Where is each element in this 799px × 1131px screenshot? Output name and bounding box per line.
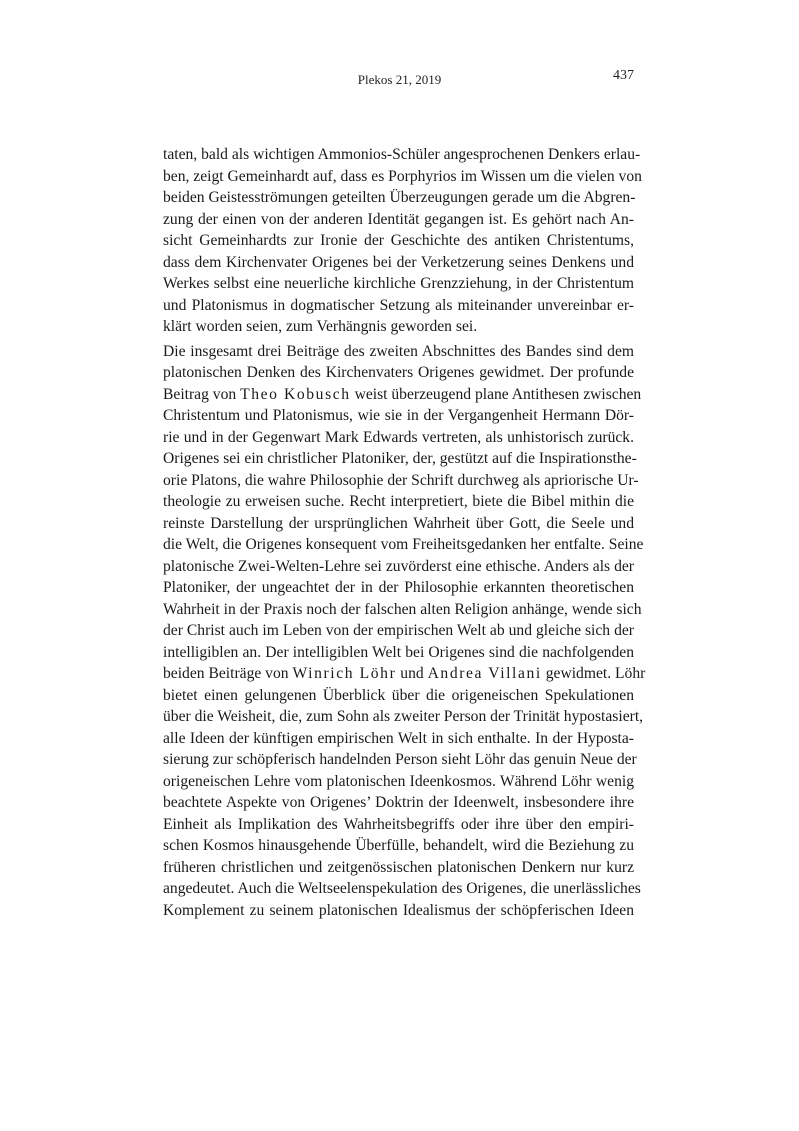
- text-line: angedeutet. Auch die Weltseelenspekulation des Origenes, die unerlässliches: [163, 880, 641, 897]
- text-line: ben, zeigt Gemeinhardt auf, dass es Porphyrios im Wissen um die vielen von: [163, 167, 642, 185]
- text-line: alle Ideen der künftigen empirischen Welt in sich enthalte. In der Hyposta-: [163, 729, 634, 747]
- text-segment: beiden Beiträge von: [163, 665, 293, 682]
- text-line: Komplement zu seinem platonischen Idealismus der schöpferischen Ideen: [163, 901, 634, 919]
- text-line: Wahrheit in der Praxis noch der falschen alten Religion anhänge, wende sich: [163, 600, 642, 618]
- text-line: früheren christlichen und zeitgenössischen platonischen Denkern nur kurz: [163, 858, 634, 876]
- text-line: bietet einen gelungenen Überblick über die origeneischen Spekulationen: [163, 686, 634, 704]
- text-line: und Platonismus in dogmatischer Setzung als miteinander unvereinbar er-: [163, 296, 634, 314]
- text-segment: und: [396, 665, 428, 682]
- text-line: beiden Geistesströmungen geteilten Überzeugungen gerade um die Abgren-: [163, 189, 636, 206]
- text-line-with-authors: [163, 663, 646, 685]
- text-line: platonischen Denken des Kirchenvaters Origenes gewidmet. Der profunde: [163, 364, 634, 381]
- text-line: klärt worden seien, zum Verhängnis geworden sei.: [163, 318, 478, 335]
- text-line: beachtete Aspekte von Origenes’ Doktrin der Ideenwelt, insbesondere ihre: [163, 794, 634, 811]
- text-line: theologie zu erweisen suche. Recht interpretiert, biete die Bibel mithin die: [163, 493, 634, 510]
- text-line: orie Platons, die wahre Philosophie der Schrift durchweg als apriorische Ur-: [163, 471, 639, 489]
- text-line: schen Kosmos hinausgehende Überfülle, behandelt, wird die Beziehung zu: [163, 837, 634, 854]
- text-line: der Christ auch im Leben von der empirischen Welt ab und gleiche sich der: [163, 622, 634, 639]
- text-segment: gewidmet. Löhr: [541, 665, 646, 682]
- text-line: Die insgesamt drei Beiträge des zweiten Abschnittes des Bandes sind dem: [163, 342, 634, 360]
- text-line: origeneischen Lehre vom platonischen Ideenkosmos. Während Löhr wenig: [163, 772, 634, 790]
- running-title: Plekos 21, 2019: [357, 72, 442, 87]
- text-line: dass dem Kirchenvater Origenes bei der Verketzerung seines Denkens und: [163, 253, 634, 271]
- text-segment: weist überzeugend plane Antithesen zwischen: [350, 385, 642, 403]
- text-line: reinste Darstellung der ursprünglichen Wahrheit über Gott, die Seele und: [163, 514, 634, 532]
- text-line: sierung zur schöpferisch handelnden Person sieht Löhr das genuin Neue der: [163, 751, 637, 768]
- text-line: platonische Zwei-Welten-Lehre sei zuvörderst eine ethische. Anders als der: [163, 557, 634, 575]
- paragraph-1: [163, 144, 642, 338]
- text-line: rie und in der Gegenwart Mark Edwards vertreten, als unhistorisch zurück.: [163, 428, 634, 446]
- body-text: [163, 144, 646, 921]
- text-line: Platoniker, der ungeachtet der in der Philosophie erkannten theoretischen: [163, 579, 634, 596]
- author-name-kobusch: Theo Kobusch: [240, 385, 351, 403]
- text-line: Einheit als Implikation des Wahrheitsbegriffs oder ihre über den empiri-: [163, 815, 634, 833]
- author-name-villani: Andrea Villani: [427, 665, 542, 682]
- text-line: zung der einen von der anderen Identität gegangen ist. Es gehört nach An-: [163, 210, 634, 228]
- text-line: über die Weisheit, die, zum Sohn als zweiter Person der Trinität hypostasiert,: [163, 708, 644, 725]
- text-line: intelligiblen an. Der intelligiblen Welt bei Origenes sind die nachfolgenden: [163, 643, 634, 661]
- text-segment: Beitrag von: [163, 385, 241, 403]
- text-line: taten, bald als wichtigen Ammonios-Schüler angesprochenen Denkers erlau-: [163, 146, 641, 163]
- text-line: Christentum und Platonismus, wie sie in der Vergangenheit Hermann Dör-: [163, 407, 634, 424]
- paragraph-2: [163, 341, 646, 922]
- text-line: Origenes sei ein christlicher Platoniker, der, gestützt auf die Inspirationsthe-: [163, 450, 637, 467]
- page-number: 437: [613, 68, 634, 83]
- text-line: sicht Gemeinhardts zur Ironie der Geschichte des antiken Christentums,: [163, 232, 634, 249]
- text-line: die Welt, die Origenes konsequent vom Freiheitsgedanken her entfalte. Seine: [163, 536, 644, 553]
- author-name-loehr: Winrich Löhr: [292, 665, 397, 682]
- text-line: Werkes selbst eine neuerliche kirchliche Grenzziehung, in der Christentum: [163, 275, 634, 292]
- text-line-with-author: [163, 384, 642, 406]
